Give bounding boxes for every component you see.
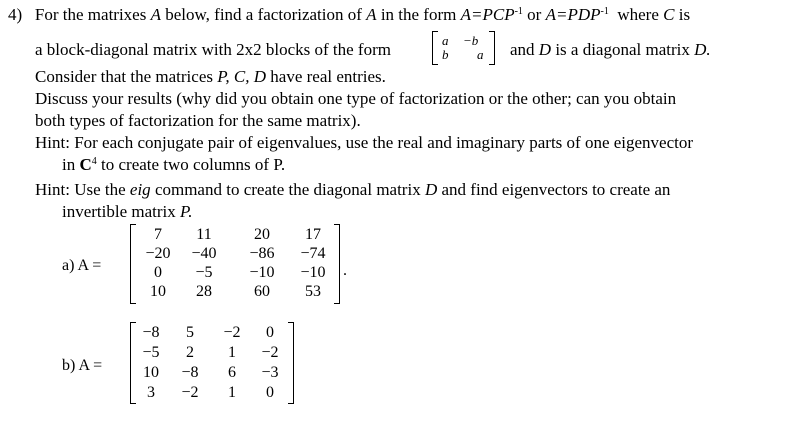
- part-b-label: b) A =: [62, 357, 103, 374]
- matrix-entry: −b: [463, 33, 479, 48]
- command: eig: [129, 180, 151, 199]
- text: a block-diagonal matrix with 2x2 blocks of the form: [35, 40, 391, 59]
- text: is a diagonal matrix: [551, 40, 695, 59]
- var: A: [366, 5, 377, 24]
- text: and: [510, 40, 539, 59]
- problem-text-line-1: [8, 5, 690, 25]
- matrix-entry: 7: [154, 226, 162, 243]
- text: where: [613, 5, 664, 24]
- problem-text-line-4: Discuss your results (why did you obtain one type of factorization or the other; can you obtain: [35, 89, 677, 108]
- matrix-entry: a: [442, 33, 449, 48]
- period: .: [343, 262, 347, 279]
- var: P.: [180, 202, 193, 221]
- matrix-entry: 0: [154, 264, 162, 281]
- text: below, find a factorization of: [160, 5, 367, 24]
- text: is: [674, 5, 691, 24]
- exponent: 4: [91, 156, 97, 167]
- matrix-entry: −2: [223, 324, 241, 341]
- var: C: [663, 5, 675, 24]
- matrix-entry: −20: [145, 245, 171, 262]
- matrix-entry: 3: [147, 384, 155, 401]
- exponent: -1: [600, 6, 609, 17]
- var: C: [79, 155, 92, 174]
- right-bracket: [334, 224, 340, 304]
- text: in: [62, 155, 80, 174]
- var: P, C, D: [217, 67, 267, 86]
- matrix-entry: 10: [143, 364, 159, 381]
- problem-text-line-6: Hint: For each conjugate pair of eigenvalues, use the real and imaginary parts of one eigenvector: [35, 133, 694, 152]
- matrix-entry: 5: [186, 324, 194, 341]
- matrix-entry: −8: [181, 364, 199, 381]
- var: A: [150, 5, 161, 24]
- matrix-entry: −2: [181, 384, 199, 401]
- matrix-entry: b: [442, 47, 449, 62]
- text: or: [522, 5, 546, 24]
- right-bracket: [288, 322, 294, 404]
- matrix-entry: 6: [228, 364, 236, 381]
- matrix-entry: 11: [196, 226, 212, 243]
- matrix-entry: −3: [261, 364, 279, 381]
- text: invertible matrix: [62, 202, 181, 221]
- problem-text-line-2b: [510, 40, 711, 60]
- matrix-entry: −5: [195, 264, 213, 281]
- text: in the form: [376, 5, 461, 24]
- matrix-entry: 10: [150, 283, 166, 300]
- matrix-entry: 1: [228, 344, 236, 361]
- var: D: [424, 180, 438, 199]
- exponent: -1: [514, 6, 523, 17]
- matrix-entry: 2: [186, 344, 194, 361]
- matrix-entry: −10: [249, 264, 275, 281]
- matrix-entry: 28: [196, 283, 212, 300]
- text: Hint: Use the: [35, 180, 130, 199]
- matrix-entry: 20: [254, 226, 270, 243]
- matrix-entry: −5: [142, 344, 160, 361]
- problem-text-line-3: [35, 67, 386, 87]
- matrix-entry: 0: [266, 324, 274, 341]
- matrix-entry: a: [477, 47, 484, 62]
- matrix-entry: −8: [142, 324, 160, 341]
- matrix-entry: 1: [228, 384, 236, 401]
- left-bracket: [432, 31, 438, 65]
- problem-text-line-2: [35, 40, 391, 60]
- left-bracket: [130, 224, 136, 304]
- matrix-entry: −2: [261, 344, 279, 361]
- matrix-entry: 60: [254, 283, 270, 300]
- var: D: [538, 40, 552, 59]
- matrix-entry: 53: [305, 283, 321, 300]
- text: and find eigenvectors to create an: [437, 180, 671, 199]
- problem-text-line-5: both types of factorization for the same matrix).: [35, 111, 361, 130]
- problem-text-line-9: [62, 202, 192, 222]
- formula: A=PDP: [545, 5, 601, 24]
- text: have real entries.: [266, 67, 386, 86]
- part-a-label: a) A =: [62, 257, 102, 274]
- matrix-entry: −74: [300, 245, 326, 262]
- right-bracket: [489, 31, 495, 65]
- problem-text-line-8: [35, 180, 670, 200]
- text: command to create the diagonal matrix: [150, 180, 425, 199]
- matrix-entry: 17: [305, 226, 321, 243]
- text: Consider that the matrices: [35, 67, 218, 86]
- text: For the matrixes: [34, 5, 151, 24]
- matrix-entry: −40: [191, 245, 217, 262]
- var: D.: [694, 40, 711, 59]
- formula: A=PCP: [460, 5, 515, 24]
- matrix-entry: −86: [249, 245, 275, 262]
- problem-number: 4): [8, 5, 23, 24]
- problem-text-line-7: [62, 155, 285, 175]
- matrix-entry: −10: [300, 264, 326, 281]
- text: to create two columns of P.: [96, 155, 286, 174]
- matrix-entry: 0: [266, 384, 274, 401]
